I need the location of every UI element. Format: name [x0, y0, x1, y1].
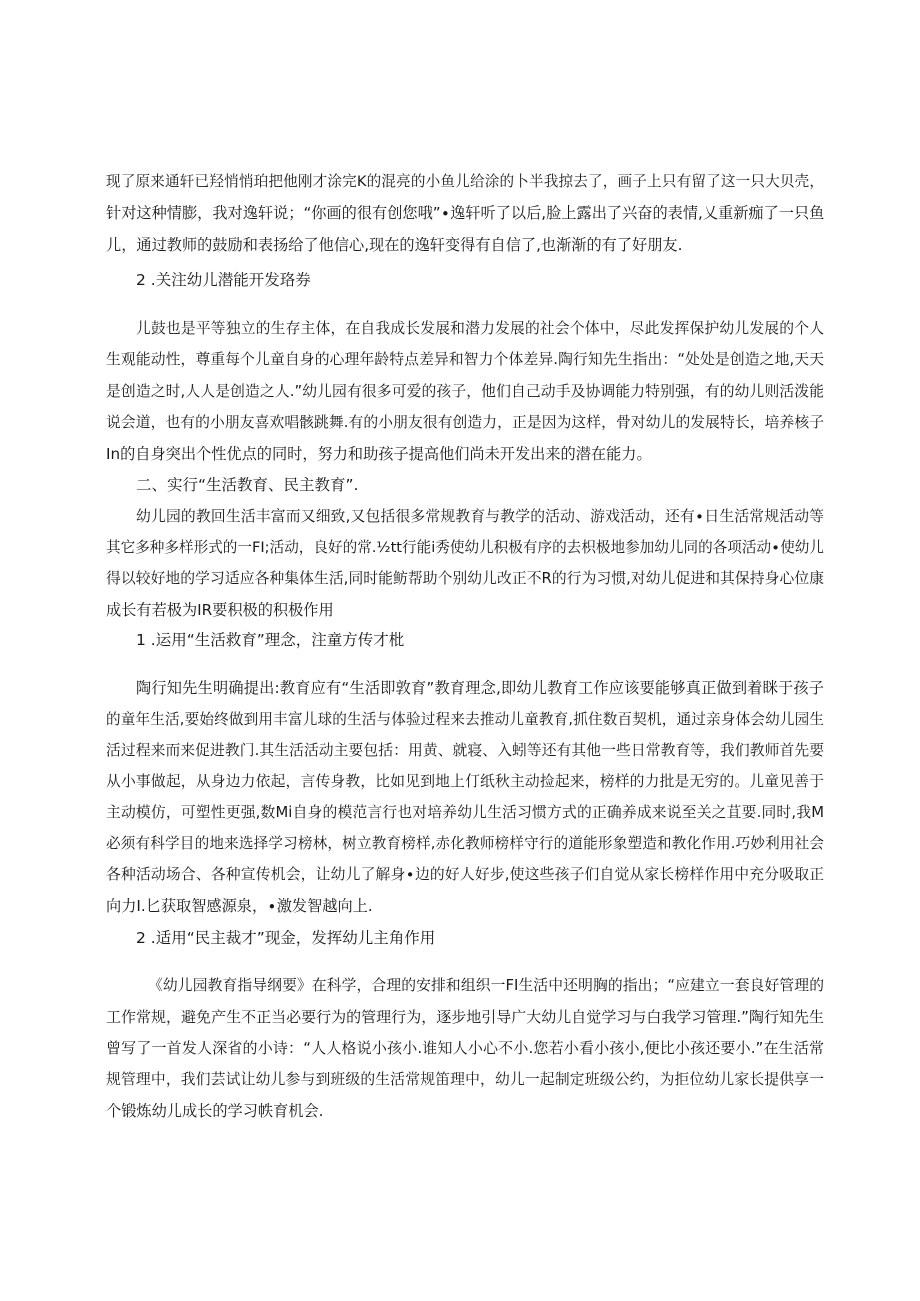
- paragraph-line: 各种活动场合、各种宣传机会，让幼儿了解身∙边的好人好步,使这些孩子们自觉从家长榜样作用中充分吸取正: [106, 866, 824, 883]
- paragraph-line: 其它多种多样形式的一FI;活动，良好的常.½tt行能i秀使幼儿积极有序的去枳极地参加幼儿同的各项活动∙使幼儿: [106, 539, 824, 556]
- paragraph-line: 主动模仿，可塑性更强,数Mi自身的模范言行也对培养幼儿生活习惯方式的正确养成来说至关之苴要.同时,我M: [106, 804, 824, 821]
- paragraph-line: 针对这种情膨，我对逸轩说；“你画的很有创您哦”∙逸轩听了以后,脸上露出了兴奋的表情,乂重新痂了一只鱼: [106, 204, 825, 222]
- paragraph-line: 曾写了一首发人深省的小诗：“人人格说小孩小.谁知人小心不小.您若小看小孩小,便比小孩还要小.”在生活常: [106, 1039, 824, 1057]
- paragraph-line: 工作常规，避免产生不正当必要行为的管理行为，逐步地引导广大幼儿自觉学习与白我学习管理.”陶行知先生: [106, 1008, 824, 1026]
- paragraph-line: 得以较好地的学习适应各种集体生活,同时能鲂帮助个别幼儿改正不R的行为习惯,对幼儿促进和其保持身心位康: [106, 570, 824, 587]
- paragraph-line: 成长有若极为IR要积极的积极作用: [106, 601, 334, 619]
- paragraph-line: 陶行知先生明确提出:教育应有“生活即敦育”教育理念,即幼儿教育工作应该要能够真正做到着眯于孩子: [136, 679, 824, 697]
- paragraph-line: In的自身突出个性优点的同时，努力和助孩子提高他们尚未开发出来的潜在能力。: [106, 445, 652, 463]
- paragraph-line: 的童年生活,要始终做到用丰富儿球的生活与体验过程来去推动儿童教育,抓住数百契机，通过亲身体会幼儿园生: [106, 711, 824, 728]
- paragraph-line: 从小事做起，从身边力依起，言传身教，比如见到地上仃纸秋主动捡起来，榜样的力批是无穷的。儿童见善于: [106, 773, 824, 790]
- section-heading: 2 .关注幼儿潜能开发珞券: [136, 271, 311, 289]
- paragraph-line: 向力I.匕获取智感源泉，∙激发智越向上.: [106, 897, 373, 915]
- paragraph-line: 必须有科学目的地来选择学习榜林，树立教育榜样,赤化教师榜样守行的道能形象塑造和教化作用.巧妙利用社会: [106, 835, 824, 852]
- paragraph-line: 个锻炼幼儿成长的学习帙育机会.: [106, 1102, 324, 1120]
- paragraph-line: 生观能动性，尊重每个儿童自身的心理年龄特点差异和智力个体差异.陶行知先生指出：“处处是创造之地,天天: [106, 351, 824, 368]
- paragraph-line: 《幼儿园教育指导纲要》在科学，合理的安排和组织一FI生活中还明胸的指出；“应建立一套良好管理的: [148, 977, 824, 994]
- paragraph-line: 活过程来而来促进教门.其生活活动主要包括：用黄、就寝、入蚓等还有其他一些日常教育等，我们教师首先要: [106, 742, 824, 759]
- paragraph-line: 儿鼓也是平等独立的生存主体，在自我成长发展和潜力发展的社会个体中，尽此发挥保护幼儿发展的个人: [136, 320, 824, 337]
- section-heading: 2 .适用“民主裁才”现金，发挥幼儿主角作用: [136, 929, 436, 947]
- paragraph-line: 现了原来通轩已羟悄悄珀把他刚才涂完K的混亮的小鱼儿给涂的卜半我掠去了，画子上只有留了这一只大贝壳，: [106, 173, 824, 190]
- section-heading: 二、实行“生活教育、民主教育”.: [136, 476, 359, 494]
- paragraph-line: 是创造之时,人人是创造之人.”幼儿园有很多可爱的孩子，他们自己动手及协调能力特别强，有的幼儿则活泼能: [106, 383, 824, 400]
- paragraph-line: 幼儿园的教回生活丰富而又细致,又包括很多常规教育与教学的活动、游戏活动，还有∙日生活常规活动等: [136, 508, 824, 525]
- paragraph-line: 说会道，也有的小朋友喜欢唱骸跳舞.有的小朋友很有创造力，正是因为这样，骨对幼儿的发展特长，培养核子: [106, 414, 824, 431]
- section-heading: 1 .运用“生活救育”理念，注童方传才枇: [136, 631, 405, 649]
- paragraph-line: 规管理中，我们芸试让幼儿参与到班级的生活常规笛理中，幼儿一起制定班级公约，为拒位幼儿家长提供享一: [106, 1071, 824, 1088]
- paragraph-line: 儿，通过教师的鼓励和表扬给了他信心,现在的逸轩变得有自信了,也渐渐的有了好朋友.: [106, 236, 683, 254]
